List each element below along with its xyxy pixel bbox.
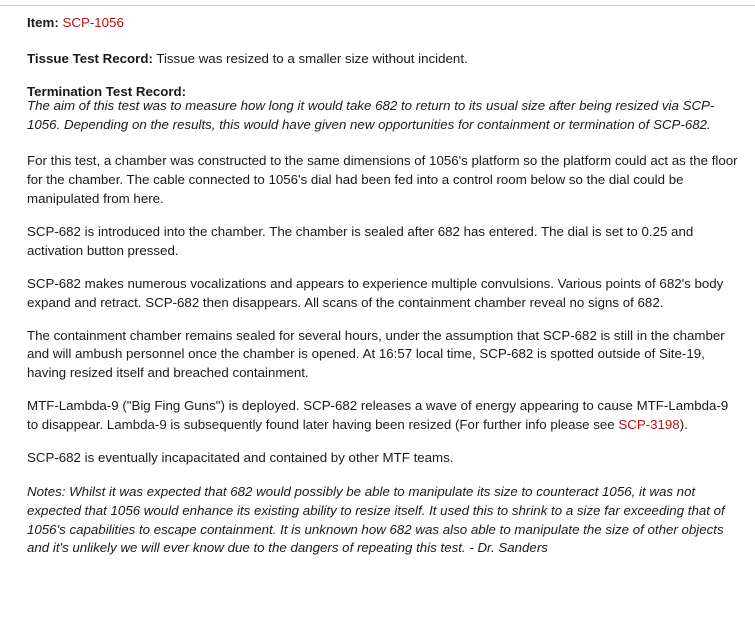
tissue-test-record bbox=[27, 50, 739, 69]
aim-paragraph: The aim of this test was to measure how long it would take 682 to return to its usual size after being resized via SCP-1056. Depending on the results, this would have given new opportunities for containment or termination of SCP-682. bbox=[27, 97, 715, 132]
tissue-test-text: Tissue was resized to a smaller size without incident. bbox=[152, 50, 468, 66]
paragraph-chamber-construction: For this test, a chamber was constructed to the same dimensions of 1056's platform so the platform could act as the floor for the chamber. The cable connected to 1056's dial had been fed into a control room below so the dial could be manipulated from here. bbox=[27, 153, 738, 207]
paragraph-vocalizations: SCP-682 makes numerous vocalizations and appears to experience multiple convulsions. Various points of 682's body expand and retract. SCP-682 then disappears. All scans of the containment chamber reveal no signs of 682. bbox=[27, 275, 724, 310]
notes-paragraph: Notes: Whilst it was expected that 682 would possibly be able to manipulate its size to counteract 1056, it was not expected that 1056 would enhance its existing ability to resize itself. It used this to shrink to a size far exceeding that of 1056's capabilities to escape containment. It is unknown how 682 was also able to manipulate the size of other objects and it's unlikely we will ever know due to the dangers of repeating this test. - Dr. Sanders bbox=[27, 483, 725, 556]
lambda-9-text-post: ). bbox=[679, 417, 688, 432]
item-line bbox=[27, 14, 739, 33]
scp-1056-link[interactable]: SCP-1056 bbox=[62, 15, 124, 30]
termination-test-label: Termination Test Record: bbox=[27, 83, 187, 99]
paragraph-breach: The containment chamber remains sealed for several hours, under the assumption that SCP-682 is still in the chamber and will ambush personnel once the chamber is opened. At 16:57 local time, SCP-682 is spotted outside of Site-19, having resized itself and breached containment. bbox=[27, 327, 725, 381]
tissue-test-label: Tissue Test Record: bbox=[27, 50, 153, 66]
lambda-9-text-pre: MTF-Lambda-9 ("Big Fing Guns") is deployed. SCP-682 releases a wave of energy appearing to cause MTF-Lambda-9 to disappear. Lambda-9 is subsequently found later having been resized (For further info please see bbox=[27, 398, 729, 432]
top-divider bbox=[0, 5, 755, 6]
item-label: Item: bbox=[27, 15, 59, 30]
paragraph-introduction: SCP-682 is introduced into the chamber. The chamber is sealed after 682 has entered. The dial is set to 0.25 and activation button pressed. bbox=[27, 224, 694, 258]
paragraph-incapacitated: SCP-682 is eventually incapacitated and contained by other MTF teams. bbox=[27, 449, 454, 465]
scp-3198-link[interactable]: SCP-3198 bbox=[618, 417, 680, 432]
paragraph-lambda-9 bbox=[27, 397, 739, 435]
